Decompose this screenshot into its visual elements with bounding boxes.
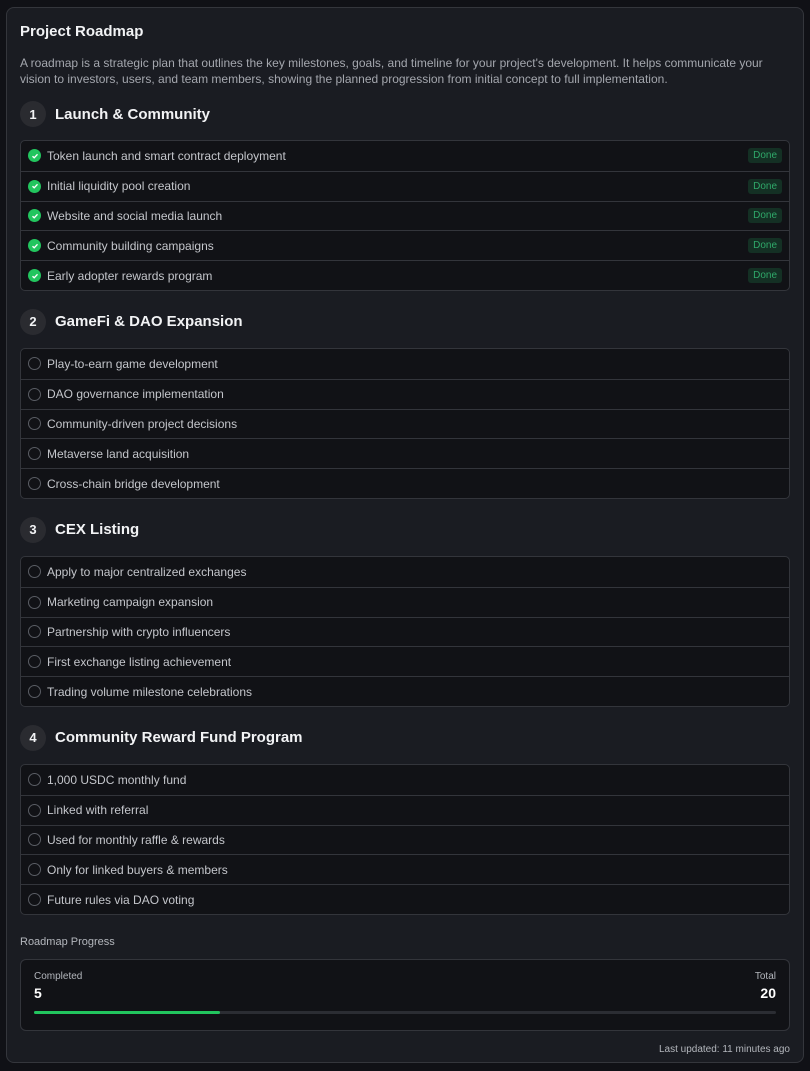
section-title: Community Reward Fund Program [55,729,303,747]
total-label: Total [754,970,776,982]
section-number: 4 [20,725,46,751]
progress-bar-fill [34,1011,220,1014]
total-value: 20 [760,984,776,1001]
milestone-label: Partnership with crypto influencers [47,624,231,639]
milestone-item [21,171,789,201]
empty-circle-icon [28,596,41,609]
milestone-item [21,230,789,260]
milestone-item [21,825,789,855]
section-header [20,309,790,335]
empty-circle-icon [28,388,41,401]
section-title: CEX Listing [55,521,140,539]
milestone-list [20,140,790,291]
check-circle-icon [28,269,41,282]
milestone-label: Future rules via DAO voting [47,892,195,907]
section-header [20,517,790,543]
milestone-item [21,379,789,409]
progress-heading: Roadmap Progress [20,935,115,948]
empty-circle-icon [28,773,41,786]
milestone-item [21,795,789,825]
empty-circle-icon [28,655,41,668]
section-header [20,101,790,127]
milestone-item [21,201,789,231]
status-badge: Done [748,179,782,194]
milestone-item [21,349,789,379]
milestone-label: Used for monthly raffle & rewards [47,832,225,847]
milestone-label: Initial liquidity pool creation [47,179,191,194]
milestone-label: 1,000 USDC monthly fund [47,772,187,787]
empty-circle-icon [28,893,41,906]
milestone-label: Apply to major centralized exchanges [47,564,247,579]
milestone-item [21,884,789,914]
milestone-label: Linked with referral [47,803,149,818]
milestone-item [21,617,789,647]
empty-circle-icon [28,447,41,460]
empty-circle-icon [28,833,41,846]
milestone-item [21,854,789,884]
milestone-list [20,764,790,915]
check-circle-icon [28,149,41,162]
section-number: 2 [20,309,46,335]
milestone-item [21,438,789,468]
section-title: GameFi & DAO Expansion [55,313,243,331]
status-badge: Done [748,268,782,283]
completed-label: Completed [34,970,83,982]
status-badge: Done [748,208,782,223]
milestone-label: Token launch and smart contract deployment [47,148,286,163]
completed-value: 5 [34,984,42,1001]
check-circle-icon [28,209,41,222]
status-badge: Done [748,238,782,253]
milestone-item [21,646,789,676]
milestone-label: Cross-chain bridge development [47,476,220,491]
milestone-item [21,587,789,617]
milestone-label: Community building campaigns [47,238,214,253]
empty-circle-icon [28,357,41,370]
section-title: Launch & Community [55,105,211,123]
milestone-list [20,348,790,499]
check-circle-icon [28,180,41,193]
milestone-item [21,141,789,171]
milestone-label: Trading volume milestone celebrations [47,684,252,699]
page-title: Project Roadmap [20,23,144,40]
milestone-label: First exchange listing achievement [47,654,232,669]
milestone-item [21,260,789,290]
milestone-label: Play-to-earn game development [47,356,218,371]
milestone-label: Metaverse land acquisition [47,446,190,461]
empty-circle-icon [28,804,41,817]
milestone-list [20,556,790,707]
section-number: 1 [20,101,46,127]
last-updated: Last updated: 11 minutes ago [658,1043,790,1055]
section-header [20,725,790,751]
check-circle-icon [28,239,41,252]
empty-circle-icon [28,565,41,578]
progress-bar [34,1011,776,1014]
milestone-label: Website and social media launch [47,208,223,223]
empty-circle-icon [28,625,41,638]
milestone-item [21,468,789,498]
empty-circle-icon [28,417,41,430]
empty-circle-icon [28,685,41,698]
milestone-item [21,409,789,439]
milestone-label: DAO governance implementation [47,387,224,402]
milestone-item [21,676,789,706]
milestone-item [21,765,789,795]
milestone-item [21,557,789,587]
milestone-label: Community-driven project decisions [47,416,238,431]
empty-circle-icon [28,477,41,490]
roadmap-card [6,7,804,1063]
empty-circle-icon [28,863,41,876]
milestone-label: Only for linked buyers & members [47,862,228,877]
section-number: 3 [20,517,46,543]
roadmap-description: A roadmap is a strategic plan that outlines the key milestones, goals, and timeline for your project's development. It helps communicate your vision to investors, users, and team members, showing the planned progression from initial concept to full implementation. [20,56,763,86]
progress-panel [20,959,790,1031]
milestone-label: Marketing campaign expansion [47,595,214,610]
status-badge: Done [748,148,782,163]
milestone-label: Early adopter rewards program [47,268,213,283]
